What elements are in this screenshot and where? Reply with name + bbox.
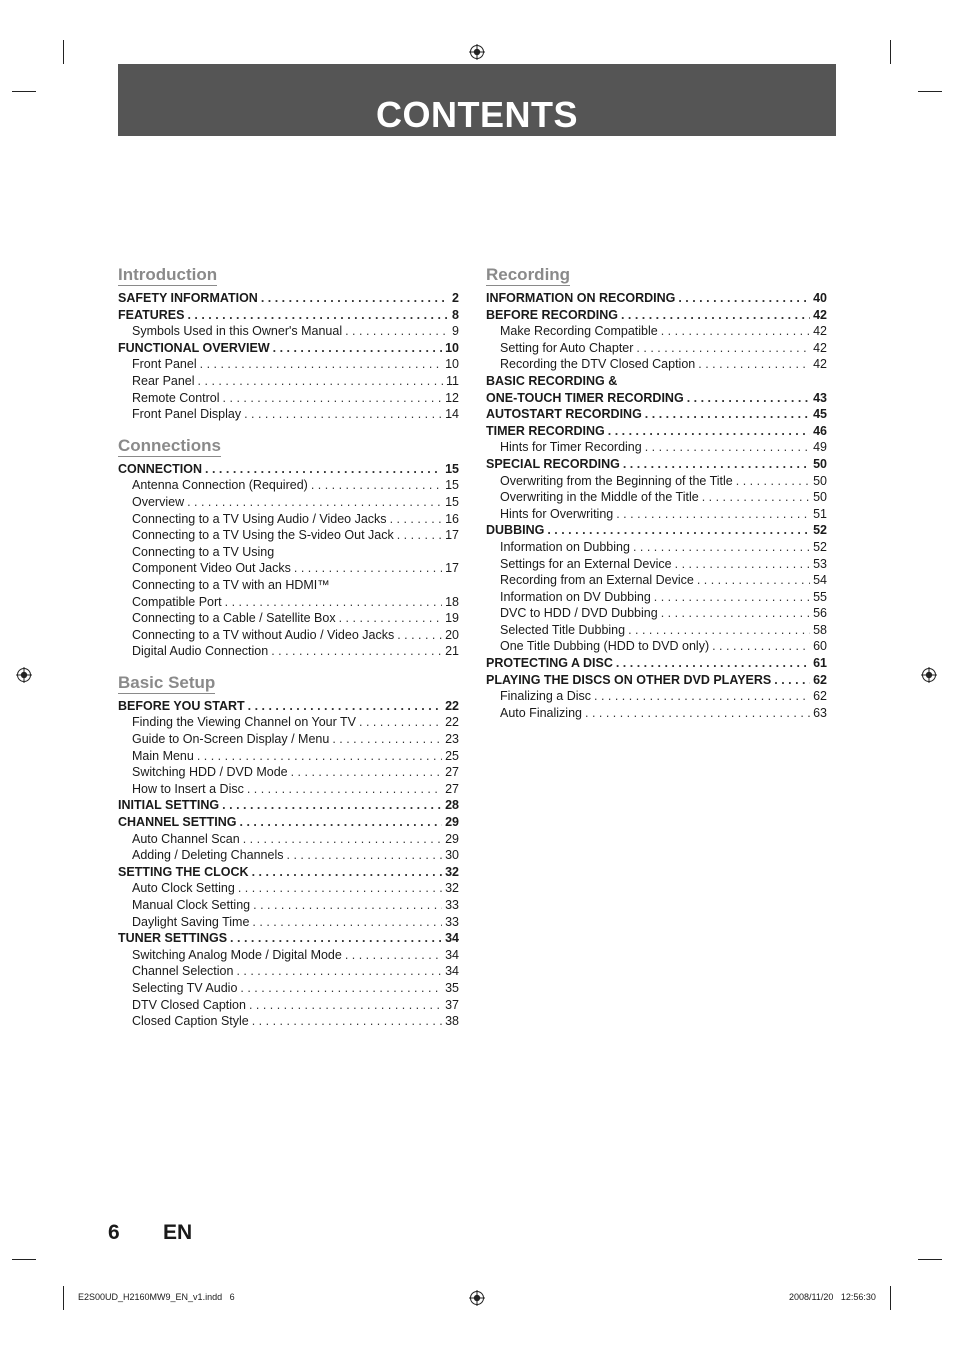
toc-entry [118,627,459,644]
toc-entry [118,643,459,660]
toc-entry [486,572,827,589]
toc-entry-title: DVC to HDD / DVD Dubbing [500,606,658,621]
toc-entry-page: 30 [445,848,459,863]
toc-entry [118,748,459,765]
dot-leader [608,423,810,440]
crop-mark [12,1259,36,1260]
dot-leader [339,610,442,627]
toc-entry-page: 11 [446,373,459,388]
toc-entry-page: 49 [813,440,827,455]
toc-entry-page: 12 [445,390,459,405]
toc-entry-title: Hints for Timer Recording [500,440,642,455]
toc-entry [118,340,459,357]
registration-mark-icon [921,667,937,683]
toc-entry [486,506,827,523]
toc-entry-title: AUTOSTART RECORDING [486,407,642,422]
dot-leader [273,340,442,357]
toc-entry [486,622,827,639]
toc-entry-title: Auto Channel Scan [132,831,240,846]
toc-entry [118,897,459,914]
toc-entry [118,963,459,980]
dot-leader [645,406,810,423]
dot-leader [197,748,442,765]
toc-entry-title: Front Panel Display [132,407,242,422]
toc-entry-page: 15 [445,494,459,509]
toc-entry-page: 14 [445,407,459,422]
toc-entry-page: 62 [813,689,827,704]
dot-leader [243,831,442,848]
toc-entry-title: Rear Panel [132,373,195,388]
toc-entry-page: 54 [813,573,827,588]
toc-entry [486,323,827,340]
toc-entry [118,323,459,340]
toc-entry-page: 15 [445,461,459,476]
toc-entry [486,340,827,357]
toc-entry-page: 51 [813,506,827,521]
toc-entry [118,930,459,947]
toc-entry [118,610,459,627]
toc-entry [486,373,827,390]
toc-entry-title: TUNER SETTINGS [118,931,228,946]
toc-entry-page: 53 [813,556,827,571]
toc-entry [486,556,827,573]
toc-entry-page: 27 [445,781,459,796]
toc-entry-page: 60 [813,639,827,654]
toc-entry-page: 23 [445,732,459,747]
toc-entry [118,997,459,1014]
toc-entry-title: Main Menu [132,748,194,763]
toc-entry-page: 18 [445,594,459,609]
toc-entry-page: 56 [813,606,827,621]
toc-entry-page: 62 [813,672,827,687]
toc-entry-page: 10 [445,357,459,372]
dot-leader [636,340,810,357]
print-file-name: E2S00UD_H2160MW9_EN_v1.indd 6 [78,1292,235,1302]
toc-entry [118,947,459,964]
dot-leader [697,572,810,589]
dot-leader [238,880,442,897]
toc-entry [486,456,827,473]
toc-entry-title: Selecting TV Audio [132,980,238,995]
toc-entry-page: 55 [813,589,827,604]
dot-leader [675,556,810,573]
toc-entry-page: 20 [445,627,459,642]
toc-entry-title: Information on DV Dubbing [500,589,651,604]
dot-leader [616,506,810,523]
dot-leader [253,897,442,914]
toc-entry-title: Component Video Out Jacks [132,561,291,576]
toc-entry-page: 32 [445,864,459,879]
toc-entry-title: Connecting to a TV with an HDMI™ [132,577,330,592]
crop-mark [918,1259,942,1260]
toc-entry-title: Recording the DTV Closed Caption [500,357,696,372]
toc-entry-title: Finalizing a Disc [500,689,592,704]
toc-entry-title: Overview [132,494,185,509]
toc-entry [486,473,827,490]
dot-leader [252,1013,442,1030]
dot-leader [291,764,442,781]
toc-entry-title: Manual Clock Setting [132,898,251,912]
toc-entry [118,880,459,897]
toc-entry-title: DUBBING [486,523,545,538]
toc-entry-title: Settings for an External Device [500,556,672,571]
toc-entry-title: Connecting to a TV without Audio / Video Jacks [132,627,395,642]
dot-leader [736,473,810,490]
dot-leader [594,688,810,705]
toc-entry-title: Connecting to a Cable / Satellite Box [132,611,336,626]
toc-entry-title: INITIAL SETTING [118,798,220,813]
toc-entry [118,1013,459,1030]
toc-entry-page: 42 [813,357,827,372]
toc-entry [486,390,827,407]
print-timestamp: 2008/11/20 12:56:30 [789,1292,876,1302]
toc-entry [486,423,827,440]
toc-entry [118,511,459,528]
toc-entry [118,494,459,511]
toc-entry-title: Closed Caption Style [132,1014,249,1029]
toc-entry [118,373,459,390]
toc-entry-page: 22 [445,698,459,713]
dot-leader [252,864,443,881]
toc-entry-page: 21 [445,644,459,659]
dot-leader [397,527,442,544]
toc-entry [486,439,827,456]
toc-entry [118,477,459,494]
toc-entry-title: Compatible Port [132,594,222,609]
toc-entry [118,406,459,423]
dot-leader [345,323,449,340]
dot-leader [332,731,442,748]
toc-entry-page: 32 [445,881,459,896]
toc-entry [486,406,827,423]
page-language: EN [163,1221,193,1244]
toc-entry-title: How to Insert a Disc [132,781,244,796]
toc-entry-page: 45 [813,407,827,422]
toc-entry [486,290,827,307]
toc-entry-page: 37 [445,997,459,1012]
toc-entry-page: 63 [813,705,827,720]
dot-leader [359,714,442,731]
dot-leader [225,594,442,611]
dot-leader [547,522,810,539]
toc-entry [486,655,827,672]
toc-entry-title: FUNCTIONAL OVERVIEW [118,340,270,355]
toc-entry-page: 16 [445,511,459,526]
dot-leader [702,489,810,506]
toc-entry [486,307,827,324]
dot-leader [200,356,442,373]
toc-section [118,436,459,660]
dot-leader [244,406,442,423]
toc-entry-title: Information on Dubbing [500,539,630,554]
toc-entry-page: 40 [813,291,827,305]
crop-mark [918,91,942,92]
toc-entry-page: 22 [445,715,459,730]
toc-entry-title: Hints for Overwriting [500,506,614,521]
dot-leader [294,560,442,577]
dot-leader [645,439,810,456]
dot-leader [654,589,810,606]
toc-entry [118,831,459,848]
crop-mark [63,1286,64,1310]
crop-mark [12,91,36,92]
toc-entry-page: 29 [445,815,459,830]
toc-section [486,265,827,721]
toc-entry [486,356,827,373]
dot-leader [271,643,442,660]
toc-entry-page: 25 [445,748,459,763]
toc-section [118,673,459,1030]
dot-leader [247,781,442,798]
dot-leader [252,914,442,931]
toc-entry-title: Finding the Viewing Channel on Your TV [132,715,357,730]
toc-entry-title: BEFORE YOU START [118,698,245,713]
dot-leader [698,356,810,373]
toc-entry-page: 46 [813,423,827,438]
dot-leader [240,814,443,831]
section-heading: Recording [486,265,571,284]
toc-entry [118,914,459,931]
dot-leader [678,290,810,307]
toc-entry [486,705,827,722]
toc-entry-page: 43 [813,390,827,405]
dot-leader [205,461,442,478]
toc-entry-page: 34 [445,947,459,962]
toc-entry-title: Setting for Auto Chapter [500,340,634,355]
toc-entry-page: 34 [445,964,459,979]
dot-leader [249,997,442,1014]
toc-entry-page: 42 [813,307,827,322]
toc-entry-title: Recording from an External Device [500,573,694,588]
toc-entry-page: 42 [813,340,827,355]
toc-entry [118,594,459,611]
toc-entry [118,781,459,798]
toc-entry-page: 10 [445,340,459,355]
toc-entry-title: Guide to On-Screen Display / Menu [132,732,330,747]
dot-leader [628,622,810,639]
toc-entry [486,638,827,655]
toc-entry [118,577,459,594]
toc-entry [118,814,459,831]
registration-mark-icon [469,1290,485,1306]
crop-mark [63,40,64,64]
toc-entry-title: Daylight Saving Time [132,914,250,929]
toc-entry-page: 42 [813,324,827,339]
dot-leader [712,638,810,655]
toc-section [118,265,459,423]
toc-entry-title: INFORMATION ON RECORDING [486,291,676,305]
toc-entry-title: Make Recording Compatible [500,324,658,339]
toc-entry [486,489,827,506]
toc-entry-title: Remote Control [132,390,220,405]
toc-entry-page: 29 [445,831,459,846]
dot-leader [311,477,442,494]
toc-entry-page: 58 [813,622,827,637]
toc-entry-title: Connecting to a TV Using [132,544,275,559]
toc-entry-page: 9 [452,324,459,339]
toc-entry-title: Selected Title Dubbing [500,622,626,637]
toc-entry-title: FEATURES [118,307,185,322]
dot-leader [661,605,810,622]
toc-entry [118,698,459,715]
toc-entry-page: 17 [445,561,459,576]
toc-entry [486,688,827,705]
toc-entry-title: TIMER RECORDING [486,423,605,438]
page-title: CONTENTS [376,94,578,135]
dot-leader [633,539,810,556]
toc-entry [118,390,459,407]
toc-entry [118,544,459,561]
toc-entry-page: 33 [445,914,459,929]
toc-entry [118,847,459,864]
toc-entry-title: Overwriting in the Middle of the Title [500,490,699,505]
dot-leader [287,847,443,864]
section-heading: Connections [118,435,221,455]
registration-mark-icon [469,44,485,60]
section-heading: Introduction [118,265,218,284]
toc-entry [118,307,459,324]
dot-leader [774,672,810,689]
dot-leader [261,290,449,307]
dot-leader [390,511,443,528]
toc-entry [118,560,459,577]
crop-mark [890,1286,891,1310]
dot-leader [187,307,449,324]
toc-entry-title: One Title Dubbing (HDD to DVD only) [500,639,710,654]
toc-entry [118,290,459,307]
toc-entry [486,605,827,622]
toc-entry-title: ONE-TOUCH TIMER RECORDING [486,390,684,405]
toc-entry-page: 50 [813,490,827,505]
page-number: 6 [108,1221,120,1244]
toc-entry-page: 27 [445,765,459,780]
toc-entry-page: 35 [445,980,459,995]
dot-leader [661,323,810,340]
dot-leader [616,655,810,672]
toc-entry-page: 17 [445,528,459,543]
toc-entry-title: SPECIAL RECORDING [486,456,620,471]
toc-entry-page: 33 [445,898,459,912]
crop-mark [890,40,891,64]
toc-entry-title: Symbols Used in this Owner's Manual [132,324,343,339]
toc-entry-page: 50 [813,456,827,471]
toc-entry-title: Auto Finalizing [500,705,582,720]
section-heading: Basic Setup [118,672,216,692]
registration-mark-icon [16,667,32,683]
toc-entry-page: 15 [445,478,459,493]
dot-leader [248,698,442,715]
toc-entry-title: Switching HDD / DVD Mode [132,765,288,780]
toc-entry-page: 2 [452,291,459,305]
toc-entry [118,461,459,478]
toc-entry-title: CHANNEL SETTING [118,815,237,830]
toc-entry-title: Front Panel [132,357,197,372]
toc-entry [118,980,459,997]
toc-entry [486,522,827,539]
toc-entry-title: Connecting to a TV Using the S-video Out Jack [132,528,394,543]
toc-entry-title: Channel Selection [132,964,234,979]
toc-entry [118,731,459,748]
toc-entry-page: 50 [813,473,827,488]
toc-entry [118,714,459,731]
toc-entry-title: Auto Clock Setting [132,881,235,896]
toc-entry-title: Overwriting from the Beginning of the Title [500,473,733,488]
toc-entry-page: 52 [813,539,827,554]
toc-entry [486,539,827,556]
toc-entry [118,797,459,814]
toc-entry-page: 28 [445,798,459,813]
toc-entry-title: PLAYING THE DISCS ON OTHER DVD PLAYERS [486,672,772,687]
dot-leader [236,963,442,980]
toc-entry [486,589,827,606]
contents-banner [118,64,836,136]
toc-left-column [118,265,459,1043]
toc-entry-title: PROTECTING A DISC [486,656,613,671]
toc-entry [118,527,459,544]
dot-leader [585,705,810,722]
toc-entry-title: Adding / Deleting Channels [132,848,284,863]
dot-leader [687,390,810,407]
toc-entry-page: 8 [452,307,459,322]
toc-entry-title: Switching Analog Mode / Digital Mode [132,947,342,962]
dot-leader [222,797,442,814]
toc-entry [118,764,459,781]
dot-leader [621,307,810,324]
toc-entry-title: SETTING THE CLOCK [118,864,249,879]
toc-entry-page: 34 [445,931,459,946]
toc-entry [118,864,459,881]
dot-leader [240,980,442,997]
toc-entry-page: 61 [813,656,827,671]
toc-entry-title: CONNECTION [118,461,203,476]
dot-leader [230,930,442,947]
toc-entry-title: BASIC RECORDING & [486,373,618,388]
dot-leader [223,390,443,407]
toc-entry-title: Connecting to a TV Using Audio / Video Jacks [132,511,387,526]
dot-leader [187,494,442,511]
toc-entry-title: SAFETY INFORMATION [118,291,258,305]
toc-entry-title: Antenna Connection (Required) [132,478,308,493]
dot-leader [397,627,442,644]
toc-entry [486,672,827,689]
toc-right-column [486,265,827,734]
dot-leader [345,947,442,964]
dot-leader [198,373,443,390]
toc-entry-title: DTV Closed Caption [132,997,246,1012]
toc-entry-title: Digital Audio Connection [132,644,269,659]
toc-entry-page: 19 [445,611,459,626]
toc-entry-title: BEFORE RECORDING [486,307,618,322]
toc-entry-page: 38 [445,1014,459,1029]
toc-entry [118,356,459,373]
dot-leader [623,456,810,473]
toc-entry-page: 52 [813,523,827,538]
